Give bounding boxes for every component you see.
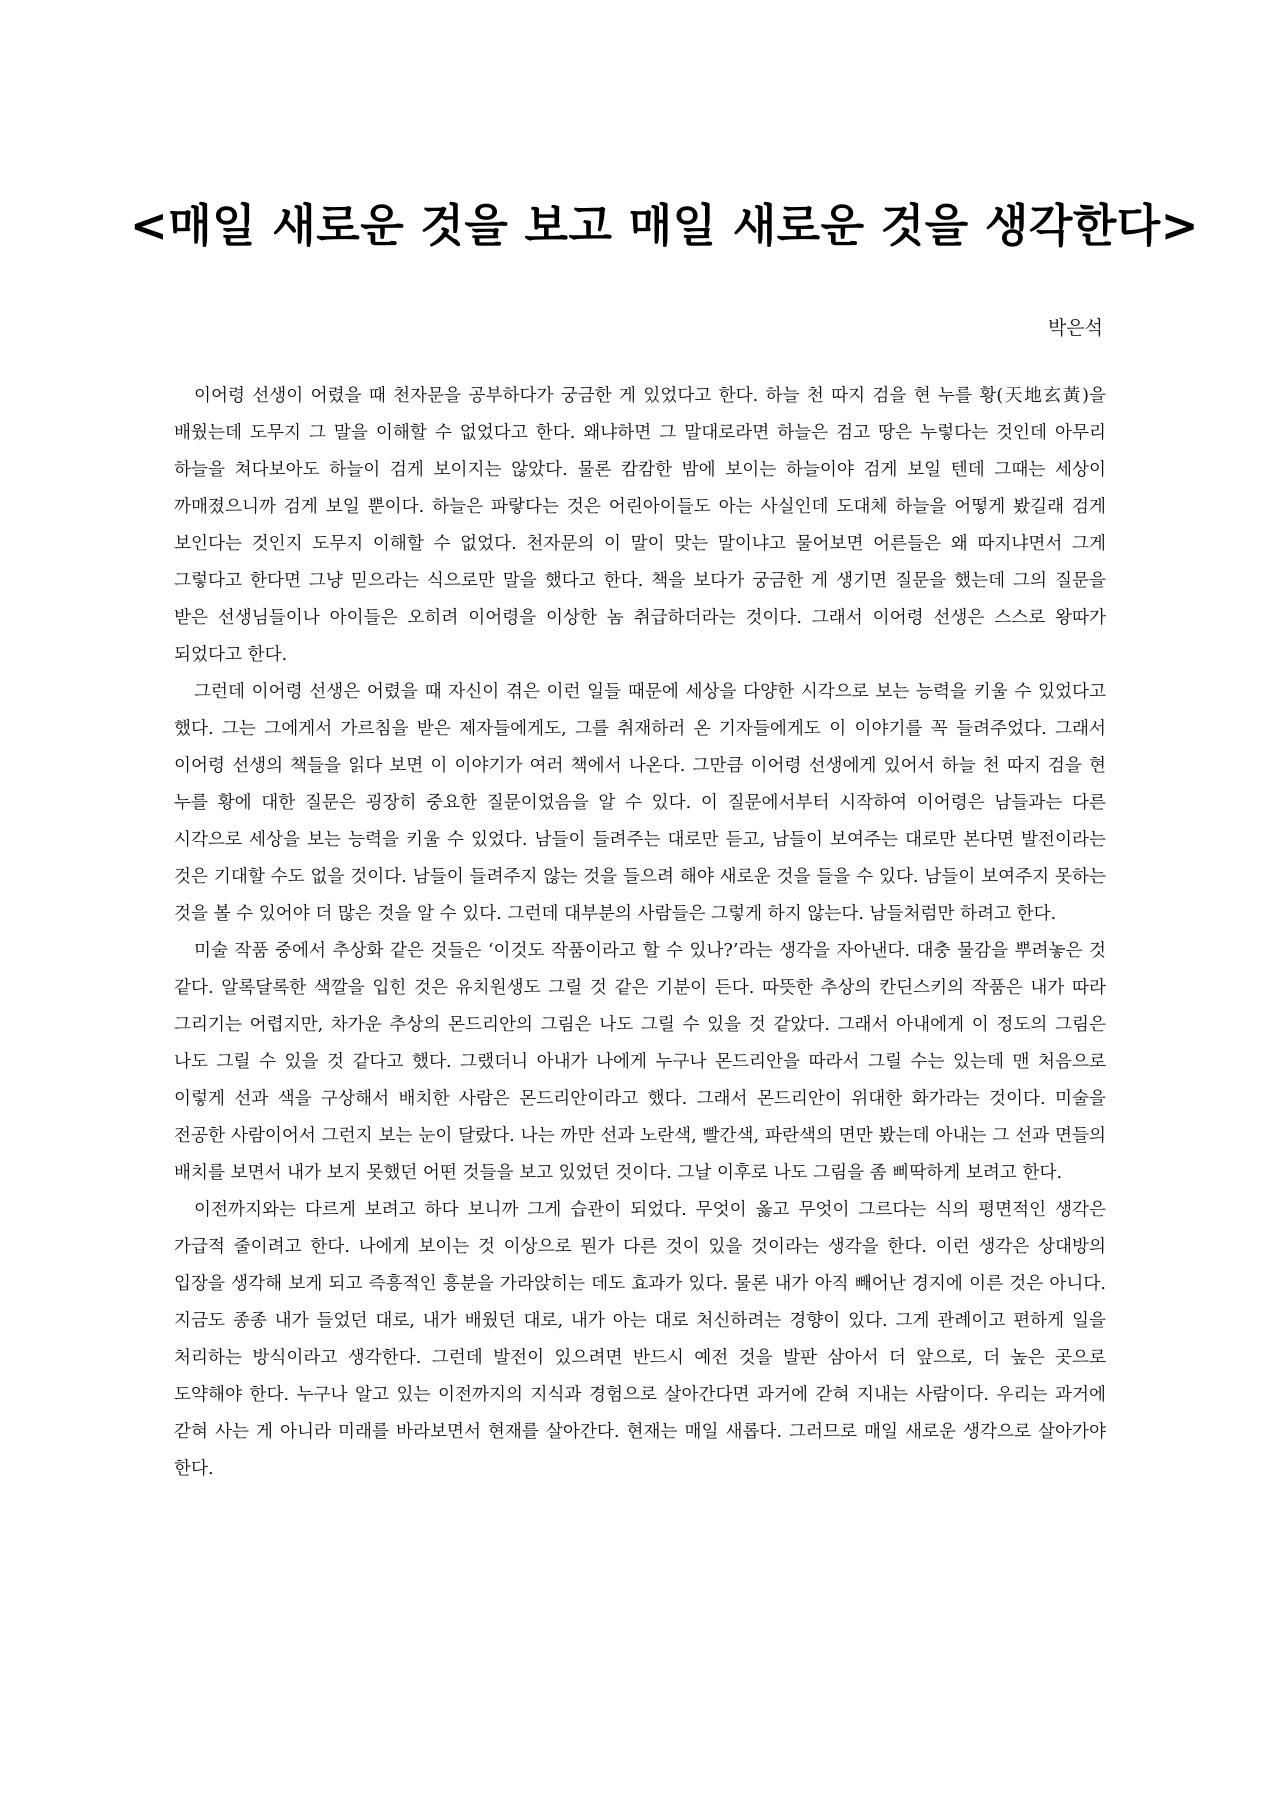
document-body [174,378,1106,1488]
body-paragraph: 그런데 이어령 선생은 어렸을 때 자신이 겪은 이런 일들 때문에 세상을 다양한 시각으로 보는 능력을 키울 수 있었다고 했다. 그는 그에게서 가르침을 받은 제자들에게도, 그를 취재하러 온 기자들에게도 이 이야기를 꼭 들려주었다. 그래서 이어령 선생의 책들을 읽다 보면 이 이야기가 여러 책에서 나온다. 그만큼 이어령 선생에게 있어서 하늘 천 따지 검을 현 누를 황에 대한 질문은 굉장히 중요한 질문이었음을 알 수 있다. 이 질문에서부터 시작하여 이어령은 남들과는 다른 시각으로 세상을 보는 능력을 키울 수 있었다. 남들이 들려주는 대로만 듣고, 남들이 보여주는 대로만 본다면 발전이라는 것은 기대할 수도 없을 것이다. 남들이 들려주지 않는 것을 들으려 해야 새로운 것을 들을 수 있다. 남들이 보여주지 못하는 것을 볼 수 있어야 더 많은 것을 알 수 있다. 그런데 대부분의 사람들은 그렇게 하지 않는다. 남들처럼만 하려고 한다. [174,682,1106,924]
document-title: <매일 새로운 것을 보고 매일 새로운 것을 생각한다> [130,199,1199,252]
body-paragraph: 미술 작품 중에서 추상화 같은 것들은 ‘이것도 작품이라고 할 수 있나?’라는 생각을 자아낸다. 대충 물감을 뿌려놓은 것 같다. 알록달록한 색깔을 입힌 것은 유치원생도 그릴 것 같은 기분이 든다. 따뜻한 추상의 칸딘스키의 작품은 내가 따라 그리기는 어렵지만, 차가운 추상의 몬드리안의 그림은 나도 그릴 수 있을 것 같았다. 그래서 아내에게 이 정도의 그림은 나도 그릴 수 있을 것 같다고 했다. 그랬더니 아내가 나에게 누구나 몬드리안을 따라서 그릴 수는 있는데 맨 처음으로 이렇게 선과 색을 구상해서 배치한 사람은 몬드리안이라고 했다. 그래서 몬드리안이 위대한 화가라는 것이다. 미술을 전공한 사람이어서 그런지 보는 눈이 달랐다. 나는 까만 선과 노란색, 빨간색, 파란색의 면만 봤는데 아내는 그 선과 면들의 배치를 보면서 내가 보지 못했던 어떤 것들을 보고 있었던 것이다. 그날 이후로 나도 그림을 좀 삐딱하게 보려고 한다. [174,941,1106,1183]
body-paragraph: 이어령 선생이 어렸을 때 천자문을 공부하다가 궁금한 게 있었다고 한다. 하늘 천 따지 검을 현 누를 황(天地玄黃)을 배웠는데 도무지 그 말을 이해할 수 없었다고 한다. 왜냐하면 그 말대로라면 하늘은 검고 땅은 누렇다는 것인데 아무리 하늘을 쳐다보아도 하늘이 검게 보이지는 않았다. 물론 캄캄한 밤에 보이는 하늘이야 검게 보일 텐데 그때는 세상이 까매졌으니까 검게 보일 뿐이다. 하늘은 파랗다는 것은 어린아이들도 아는 사실인데 도대체 하늘을 어떻게 봤길래 검게 보인다는 것인지 도무지 이해할 수 없었다. 천자문의 이 말이 맞는 말이냐고 물어보면 어른들은 왜 따지냐면서 그게 그렇다고 한다면 그냥 믿으라는 식으로만 말을 했다고 한다. 책을 보다가 궁금한 게 생기면 질문을 했는데 그의 질문을 받은 선생님들이나 아이들은 오히려 이어령을 이상한 놈 취급하더라는 것이다. 그래서 이어령 선생은 스스로 왕따가 되었다고 한다. [174,386,1106,665]
body-paragraph: 이전까지와는 다르게 보려고 하다 보니까 그게 습관이 되었다. 무엇이 옳고 무엇이 그르다는 식의 평면적인 생각은 가급적 줄이려고 한다. 나에게 보이는 것 이상으로 뭔가 다른 것이 있을 것이라는 생각을 한다. 이런 생각은 상대방의 입장을 생각해 보게 되고 즉흥적인 흥분을 가라앉히는 데도 효과가 있다. 물론 내가 아직 빼어난 경지에 이른 것은 아니다. 지금도 종종 내가 들었던 대로, 내가 배웠던 대로, 내가 아는 대로 처신하려는 경향이 있다. 그게 관례이고 편하게 일을 처리하는 방식이라고 생각한다. 그런데 발전이 있으려면 반드시 예전 것을 발판 삼아서 더 앞으로, 더 높은 곳으로 도약해야 한다. 누구나 알고 있는 이전까지의 지식과 경험으로 살아간다면 과거에 갇혀 지내는 사람이다. 우리는 과거에 갇혀 사는 게 아니라 미래를 바라보면서 현재를 살아간다. 현재는 매일 새롭다. 그러므로 매일 새로운 생각으로 살아가야 한다. [174,1200,1106,1479]
author-name: 박은석 [1047,317,1103,339]
